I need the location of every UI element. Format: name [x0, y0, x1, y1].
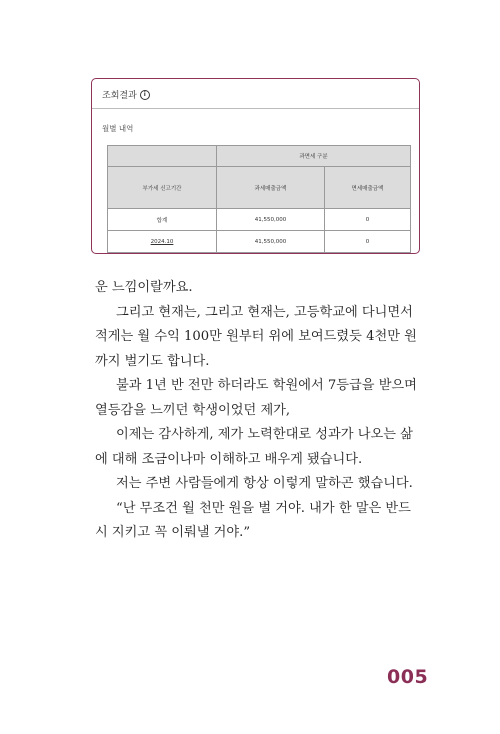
result-screenshot-card [91, 78, 420, 254]
text-line: 시 지키고 꼭 이뤄낼 거야.” [95, 525, 251, 540]
total-period-cell: 합계 [108, 209, 217, 231]
sales-table [107, 145, 411, 253]
table-header-row [108, 146, 411, 167]
text-line: 적게는 월 수익 100만 원부터 위에 보여드렸듯 4천만 원 [95, 329, 417, 344]
taxable-column-header: 과세매출금액 [217, 167, 325, 209]
result-header [102, 88, 150, 101]
month-taxable-cell: 41,550,000 [217, 231, 325, 253]
total-exempt-cell: 0 [325, 209, 411, 231]
text-line: 운 느낌이랄까요. [95, 280, 193, 295]
tax-category-header: 과면세 구분 [217, 146, 411, 167]
exempt-column-header: 면세매출금액 [325, 167, 411, 209]
page-number: 005 [387, 666, 429, 688]
text-line: 그리고 현재는, 그리고 현재는, 고등학교에 다니면서 [116, 304, 413, 320]
period-column-header: 부가세 신고기간 [108, 167, 217, 209]
monthly-section-label: 월별 내역 [102, 124, 134, 133]
body-text [95, 276, 435, 546]
total-taxable-cell: 41,550,000 [217, 209, 325, 231]
result-header-label: 조회결과 [102, 91, 137, 101]
table-row [108, 209, 411, 231]
text-line: 이제는 감사하게, 제가 노력한대로 성과가 나오는 삶 [116, 427, 413, 442]
table-row [108, 231, 411, 253]
text-line: 까지 벌기도 합니다. [95, 353, 210, 369]
text-line: 에 대해 조금이나마 이해하고 배우게 됐습니다. [95, 451, 363, 467]
text-line: 불과 1년 반 전만 하더라도 학원에서 7등급을 받으며 [116, 378, 417, 393]
table-header-blank [108, 146, 217, 167]
table-subheader-row [108, 167, 411, 209]
text-line: 저는 주변 사람들에게 항상 이렇게 말하곤 했습니다. [116, 476, 413, 491]
info-icon: i [140, 90, 150, 100]
card-divider [92, 108, 419, 109]
period-link-cell[interactable] [108, 231, 217, 253]
text-line: 열등감을 느끼던 학생이었던 제가, [95, 402, 291, 418]
text-line: “난 무조건 월 천만 원을 벌 거야. 내가 한 말은 반드 [116, 500, 411, 516]
period-link[interactable]: 2024.10 [150, 238, 174, 245]
month-exempt-cell: 0 [325, 231, 411, 253]
